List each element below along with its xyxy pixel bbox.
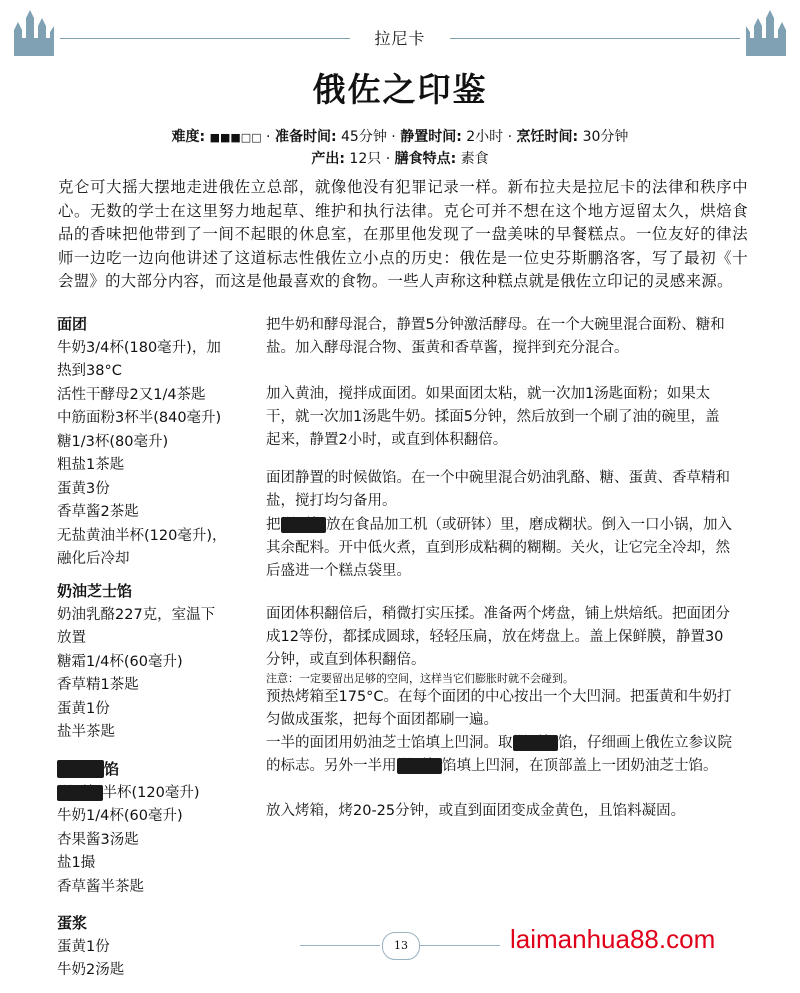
page-title: 俄佐之印鉴 xyxy=(312,70,488,109)
ingredient-line: 盐半茶匙 xyxy=(57,724,115,740)
prep-time: 45分钟 xyxy=(341,129,387,145)
chapter-title: 拉尼卡 xyxy=(374,29,426,48)
ingredients-filling xyxy=(57,758,257,899)
ingredient-line: 香草精1茶匙 xyxy=(57,677,139,693)
recipe-meta-line-1: 难度: ■■■□□ · 准备时间: 45分钟 · 静置时间: 2小时 · 烹饪时间: 30分钟 xyxy=(171,129,629,145)
footer-divider xyxy=(300,945,380,946)
step-2: 加入黄油，搅拌成面团。如果面团太粘，就一次加1汤匙面粉；如果太干，就一次加1汤匙牛奶。揉面5分钟，然后放到一个刷了油的碗里，盖起来，静置2小时，或直到体积翻倍。 xyxy=(266,386,720,448)
step-3: 面团静置的时候做馅。在一个中碗里混合奶油乳酪、糖、蛋黄、香草精和盐，搅打均匀备用。 xyxy=(266,470,730,509)
step-note: 注意：一定要留出足够的空间，这样当它们膨胀时就不会碰到。 xyxy=(266,672,574,685)
section-heading: 面团 xyxy=(57,315,88,333)
ingredient-line: 融化后冷却 xyxy=(57,551,130,567)
ingredient-line: 放置 xyxy=(57,630,86,646)
section-heading: 罂粟籽馅 xyxy=(58,760,120,778)
yield: 12只 xyxy=(349,151,382,167)
difficulty-empty: □□ xyxy=(240,131,262,144)
ingredient-line: 中筋面粉3杯半(840毫升) xyxy=(57,410,222,426)
ingredient-line: 蛋黄3份 xyxy=(57,480,110,497)
ingredients-egg-wash xyxy=(57,912,257,983)
ingredient-line: 糖1/3杯(80毫升) xyxy=(57,433,169,450)
section-heading: 蛋浆 xyxy=(57,914,88,932)
section-heading: 奶油芝士馅 xyxy=(57,582,133,600)
difficulty-filled: ■■■ xyxy=(209,131,241,144)
rest-time: 2小时 xyxy=(466,129,504,145)
intro-paragraph: 克仑可大摇大摆地走进俄佐立总部，就像他没有犯罪记录一样。新布拉夫是拉尼卡的法律和秩序中心。无数的学士在这里努力地起草、维护和执行法律。克仑可并不想在这个地方逗留太久，烘焙食品的香味把他带到了一间不起眼的休息室，在那里他发现了一盘美味的早餐糕点。一位友好的律法师一边吃一边向他讲述了这道标志性俄佐立小点的历史：俄佐是一位史芬斯鹏洛客，写了最初《十会盟》的大部分内容，而这是他最喜欢的食物。一些人声称这种糕点就是俄佐立印记的灵感来源。 xyxy=(58,178,748,290)
redacted-text: 罂粟籽 xyxy=(58,760,104,778)
ingredient-line: 粗盐1茶匙 xyxy=(57,457,125,473)
ingredient-line: 蛋黄1份 xyxy=(57,700,110,717)
ingredient-line: 牛奶3/4杯(180毫升)，加 xyxy=(57,339,221,356)
step-4: 把罂粟籽放在食品加工机（或研钵）里，磨成糊状。倒入一口小锅，加入其余配料。开中低火煮，直到形成粘稠的糊糊。关火，让它完全冷却，然后盛进一个糕点袋里。 xyxy=(266,517,732,579)
footer-divider xyxy=(420,945,500,946)
ingredient-line: 热到38°C xyxy=(57,363,122,379)
cook-time: 30分钟 xyxy=(582,129,629,145)
ingredient-line: 奶油乳酪227克，室温下 xyxy=(57,606,216,623)
ingredient-line: 无盐黄油半杯(120毫升)， xyxy=(57,527,227,544)
ingredient-line: 香草酱2茶匙 xyxy=(57,504,139,520)
step-1: 把牛奶和酵母混合，静置5分钟激活酵母。在一个大碗里混合面粉、糖和盐。加入酵母混合物、蛋黄和香草酱，搅拌到充分混合。 xyxy=(266,317,725,356)
step-8: 放入烤箱，烤20-25分钟，或直到面团变成金黄色，且馅料凝固。 xyxy=(266,803,686,819)
ingredients-cheese xyxy=(57,580,257,745)
ingredient-line: 牛奶2汤匙 xyxy=(57,962,125,978)
step-6: 预热烤箱至175°C。在每个面团的中心按出一个大凹洞。把蛋黄和牛奶打匀做成蛋浆，把每个面团都刷一遍。 xyxy=(266,689,732,728)
redacted-text: 罂粟籽 xyxy=(58,784,102,801)
redacted-text: 罂粟籽 xyxy=(281,517,325,533)
diet: 素食 xyxy=(460,151,489,167)
redacted-text: 罂粟籽 xyxy=(397,758,441,774)
ingredient-line: 罂粟籽半杯(120毫升) xyxy=(58,784,200,801)
watermark: laimanhua88.com xyxy=(510,924,716,954)
step-7: 一半的面团用奶油芝士馅填上凹洞。取罂粟籽馅，仔细画上俄佐立参议院的标志。另外一半用罂粟籽馅填上凹洞，在顶部盖上一团奶油芝士馅。 xyxy=(266,735,732,774)
ingredient-line: 糖霜1/4杯(60毫升) xyxy=(57,653,183,670)
ingredient-line: 香草酱半茶匙 xyxy=(57,878,144,895)
step-5: 面团体积翻倍后，稍微打实压揉。准备两个烤盘，铺上烘焙纸。把面团分成12等份，都揉成圆球，轻轻压扁，放在烤盘上。盖上保鲜膜，静置30分钟，或直到体积翻倍。 xyxy=(266,606,730,668)
ingredients-dough xyxy=(57,313,257,572)
ingredient-line: 活性干酵母2又1/4茶匙 xyxy=(57,386,206,403)
recipe-meta-line-2: 产出: 12只 · 膳食特点: 素食 xyxy=(311,151,489,167)
ingredient-line: 蛋黄1份 xyxy=(57,938,110,955)
ingredient-line: 牛奶1/4杯(60毫升) xyxy=(57,808,183,824)
redacted-text: 罂粟籽 xyxy=(513,735,557,751)
ingredient-line: 杏果酱3汤匙 xyxy=(57,831,139,848)
page-number: 13 xyxy=(382,932,420,960)
ingredient-line: 盐1撮 xyxy=(57,855,96,871)
